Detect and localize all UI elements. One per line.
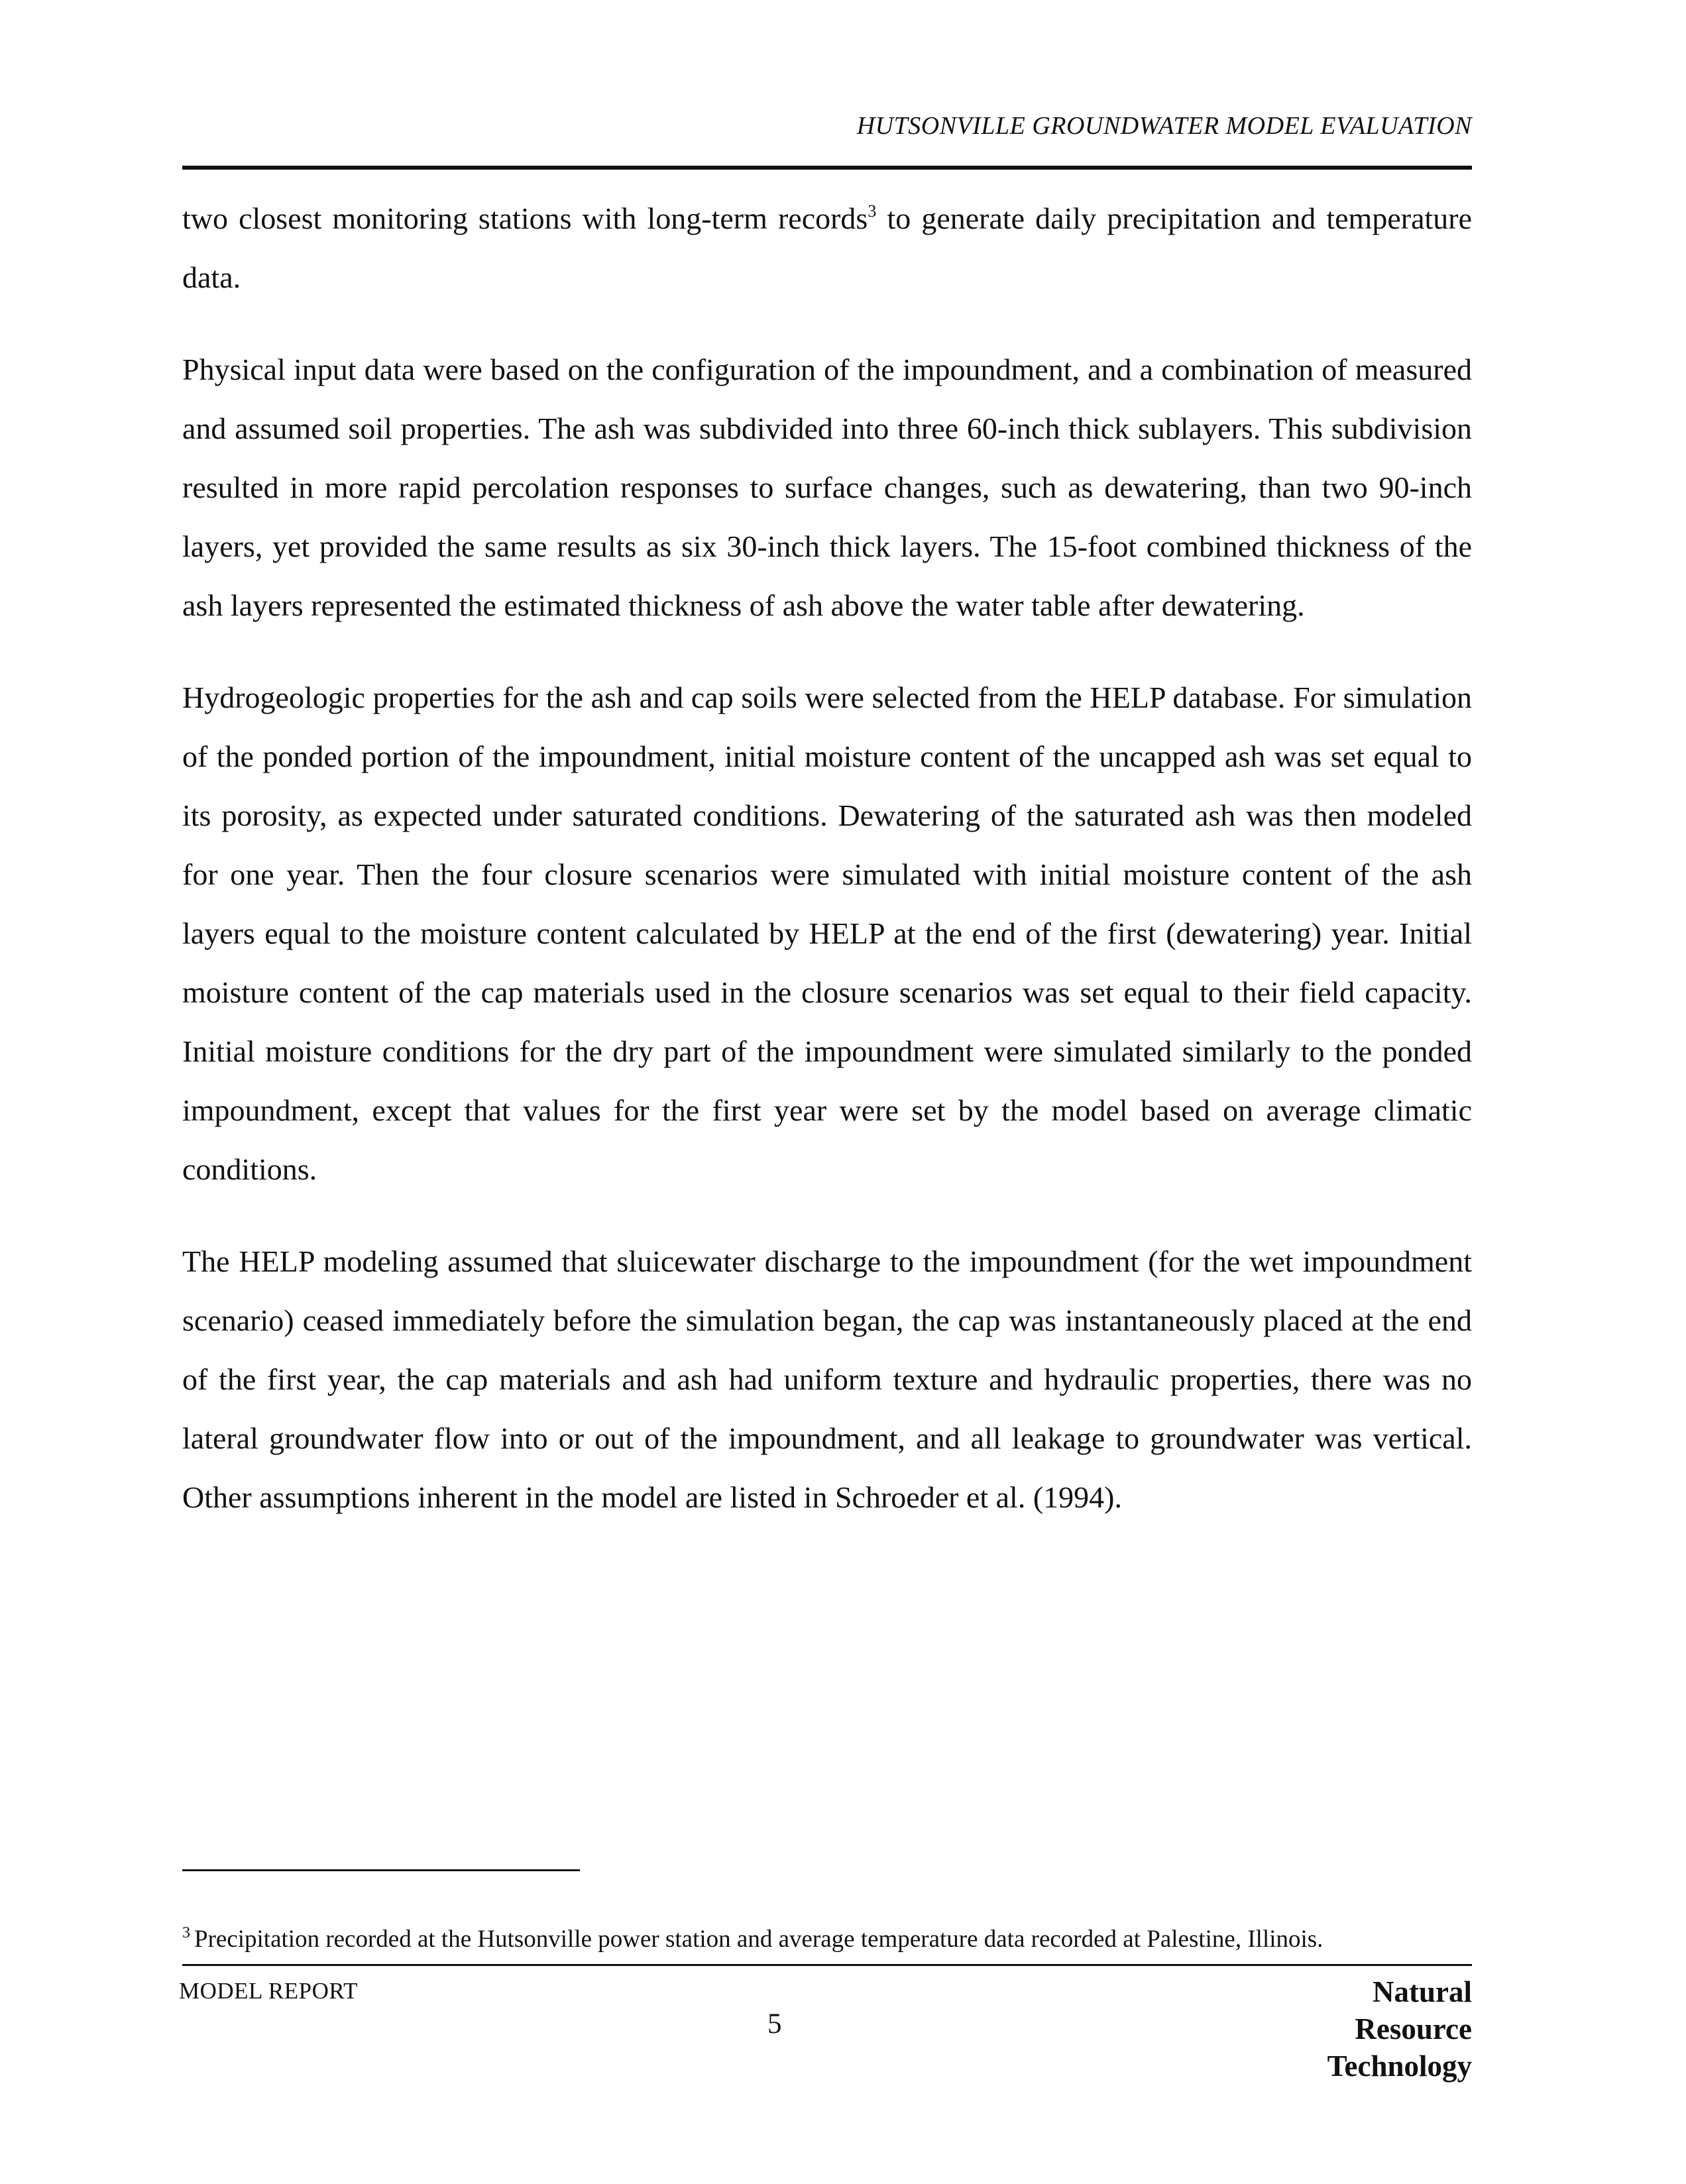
footnote-marker: 3 xyxy=(182,1924,190,1941)
paragraph-4: The HELP modeling assumed that sluicewater discharge to the impoundment (for the wet impoundment scenario) ceased immediately before the simulation began, the cap was instantaneously placed at the end of the first year, the cap materials and ash had uniform texture and hydraulic properties, there was no lateral groundwater flow into or out of the impoundment, and all leakage to groundwater was vertical. Other assumptions inherent in the model are listed in Schroeder et al. (1994). xyxy=(182,1244,1472,1514)
company-line-1: Natural xyxy=(1373,1975,1472,2008)
paragraph-1-text-a: two closest monitoring stations with long-term records xyxy=(182,201,868,235)
footnote-text: Precipitation recorded at the Hutsonville power station and average temperature data recorded at Palestine, Illinois. xyxy=(194,1926,1323,1953)
running-header: HUTSONVILLE GROUNDWATER MODEL EVALUATION xyxy=(856,112,1472,140)
company-line-3: Technology xyxy=(1327,2049,1472,2083)
footnote xyxy=(182,1923,1472,1956)
paragraph-1-text-b: to generate daily precipitation and temperature data. xyxy=(182,201,1472,294)
paragraph-1 xyxy=(182,189,1472,307)
company-line-2: Resource xyxy=(1355,2012,1472,2046)
header-rule xyxy=(182,166,1472,170)
page-number: 5 xyxy=(767,2008,782,2040)
body-text xyxy=(182,189,1472,1560)
footer-rule xyxy=(182,1964,1472,1966)
paragraph-2: Physical input data were based on the configuration of the impoundment, and a combination of measured and assumed soil properties. The ash was subdivided into three 60-inch thick sublayers. This subdivision resulted in more rapid percolation responses to surface changes, such as dewatering, than two 90-inch layers, yet provided the same results as six 30-inch thick layers. The 15-foot combined thickness of the ash layers represented the estimated thickness of ash above the water table after dewatering. xyxy=(182,353,1472,622)
report-label: MODEL REPORT xyxy=(179,1978,358,2004)
paragraph-3: Hydrogeologic properties for the ash and cap soils were selected from the HELP database. For simulation of the ponded portion of the impoundment, initial moisture content of the uncapped ash was set equal to its porosity, as expected under saturated conditions. Dewatering of the saturated ash was then modeled for one year. Then the four closure scenarios were simulated with initial moisture content of the ash layers equal to the moisture content calculated by HELP at the end of the first (dewatering) year. Initial moisture content of the cap materials used in the closure scenarios was set equal to their field capacity. Initial moisture conditions for the dry part of the impoundment were simulated similarly to the ponded impoundment, except that values for the first year were set by the model based on average climatic conditions. xyxy=(182,681,1472,1186)
company-name xyxy=(1327,1973,1472,2085)
footnote-reference: 3 xyxy=(868,201,877,221)
footnote-rule xyxy=(182,1869,580,1871)
